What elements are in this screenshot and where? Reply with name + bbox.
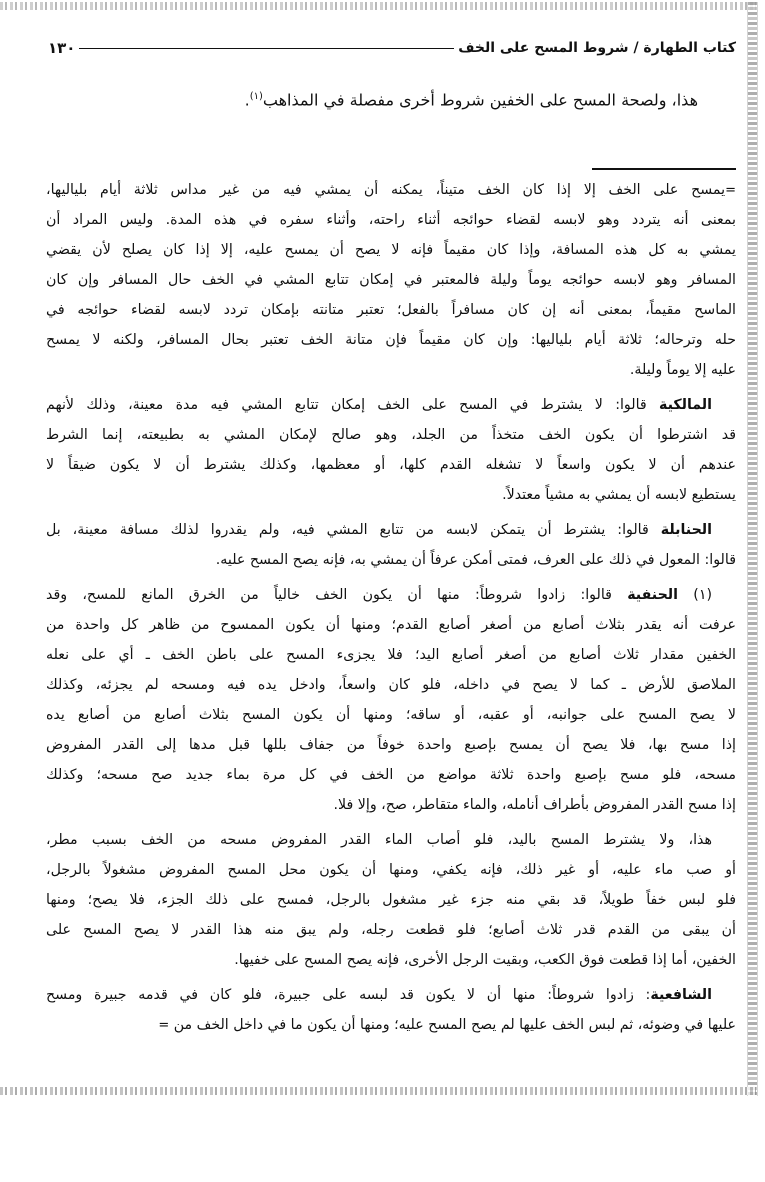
footnote-line (46, 420, 736, 450)
footnote-line-text: عليها في وضوئه، ثم لبس الخف عليها لم يصح المسح عليه؛ ومنها أن يكون ما في داخل الخف من (173, 1017, 736, 1033)
footnote-line-text: قالوا: زادوا شروطاً: منها أن يكون الخف خالياً من الخرق المانع للمسح، وقد (46, 587, 628, 603)
footnote-line (46, 730, 736, 760)
footnote-line-text: عرفت أنه يقدر بثلاث أصابع من أصغر أصابع القدم؛ ومنها أن يكون الممسوح من ظاهر كل واحدة من (46, 617, 736, 633)
footnote-line-text: مسحه، فلو مسح بإصبع واحدة ثلاثة مواضع من الخف في كل مرة بماء جديد صح مسحه؛ وكذلك (46, 767, 736, 783)
decorative-border-bottom (0, 1087, 756, 1095)
madhhab-heading: المالكية (658, 397, 712, 413)
madhhab-heading: الحنابلة (660, 522, 712, 538)
footnote-line (46, 450, 736, 480)
footnote-line-text: الخفين، أما إذا قطعت فوق الكعب، وبقيت الرجل الأخرى، فإنه يصح المسح على خفيها. (234, 952, 736, 968)
decorative-border-right (747, 2, 758, 1096)
footnote-line-text: قالوا: لا يشترط في المسح على الخف إمكان تتابع المشي فيه مدة معينة، وذلك لأنهم (46, 397, 659, 413)
footnote-line-text: فلو لبس خفاً طويلاً، قد بقي منه جزء غير مشغول بالرجل، فمسح على ذلك الجزء، فلا يصح؛ ومنها (46, 892, 736, 908)
footnote-line (46, 515, 736, 545)
main-text (48, 84, 736, 113)
footnote-paragraph (46, 515, 736, 575)
footnote-line-text: الخفين مقدار ثلاث أصابع من أصغر أصابع اليد؛ فلا يجزىء المسح على باطن الخف ـ أي على نعله (46, 647, 736, 663)
footnote-line (46, 580, 736, 610)
footnote-paragraph (46, 825, 736, 975)
footnote-line-text: قالوا: يشترط أن يتمكن لابسه من تتابع المشي فيه، ولم يقدروا لذلك مسافة معينة، بل (46, 522, 661, 538)
footnote-line (46, 945, 736, 975)
footnote-line (46, 1010, 736, 1040)
footnote-line (46, 265, 736, 295)
footnote-line-text: لا يصح المسح على جوانبه، أو عقبه، أو ساقه؛ ومنها أن يكون المسح بثلاث أصابع من أصابع يده (46, 707, 736, 723)
decorative-border-top (0, 2, 756, 10)
footnote-line-text: أو صب ماء عليه، أو غير ذلك، فإنه يكفي، ومنها أن يكون محل المسح المفروض مشغولاً بالرجل، (46, 862, 736, 878)
footnote-line (46, 760, 736, 790)
footnote-line-text: يستطيع لابسه أن يمشي به مشياً معتدلاً. (502, 487, 736, 503)
footnote-line (46, 790, 736, 820)
footnote-line-text: أن يبقى من القدم قدر ثلاث أصابع؛ فلو قطعت رجله، ولم يبق منه هذا القدر لا يصح المسح على (46, 922, 736, 938)
footnote-line-text: يمشي به كل هذه المسافة، وإذا كان مقيماً فإنه لا يصح أن يمسح عليه، إلا إذا كان يصلح لأن يقضي (46, 242, 736, 258)
footnote-line (46, 885, 736, 915)
madhhab-heading: الحنفية (627, 587, 679, 603)
footnotes (46, 175, 736, 1045)
footnote-line (46, 235, 736, 265)
footnote-line (46, 295, 736, 325)
footnote-line-text: إذا مسح القدر المفروض بأطراف أنامله، والماء متقاطر، صح، وإلا فلا. (333, 797, 736, 813)
main-paragraph: هذا، ولصحة المسح على الخفين شروط أخرى مفصلة في المذاهب (262, 90, 698, 110)
footnote-line (46, 175, 736, 205)
footnote-line-text: قد اشترطوا أن يكون الخف متخذاً من الجلد، وهو صالح لإمكان المشي به بطبيعته، إنما الشرط (46, 427, 736, 443)
footnote-line (46, 480, 736, 510)
footnote-line-text: المسافر وهو لابسه حوائجه يوماً وليلة فالمعتبر في إمكان تتابع المشي في الخف حال المسافر وإن كان (46, 272, 736, 288)
footnote-reference: (١) (249, 91, 263, 102)
footnote-line (46, 915, 736, 945)
footnote-line-text: : زادوا شروطاً: منها أن لا يكون قد لبسه على جبيرة، فلو كان في قدمه جبيرة ومسح (46, 987, 651, 1003)
footnote-line (46, 390, 736, 420)
footnote-paragraph (46, 580, 736, 820)
footnote-line (46, 670, 736, 700)
footnote-line-text: عندهم أن لا يكون واسعاً لا تشغله القدم كلها، أو معظمها، وكذلك يشترط أن لا يكون ضيقاً لا (46, 457, 736, 473)
continuation-mark: = (158, 1018, 170, 1033)
footnote-line-text: حله وترحاله؛ ثلاثة أيام بلياليها: وإن كان مقيماً فإن متانة الخف تعتبر بحال المسافر، ولكنه لا يمسح (46, 332, 736, 348)
footnote-line (46, 205, 736, 235)
footnote-number: (١) (678, 587, 712, 603)
footnote-line-text: الملاصق للأرض ـ كما لا يصح في داخله، فلو كان واسعاً، وادخل يده فيه ومسحه لم يجزئه، وكذلك (46, 677, 736, 693)
footnote-line-text: قالوا: المعول في ذلك على العرف، فمتى أمكن عرفاً أن يمشي به، فإنه يصح المسح عليه. (215, 552, 736, 568)
footnote-line-text: هذا، ولا يشترط المسح باليد، فلو أصاب الماء القدر المفروض مسحه من الخف بسبب مطر، (46, 832, 712, 848)
footnote-line (46, 980, 736, 1010)
footnote-paragraph (46, 175, 736, 385)
main-end: . (244, 90, 250, 110)
footnote-line-text: الماسح مقيماً، بمعنى أنه إن كان مسافراً بالفعل؛ تعتبر متانته بإمكان تردد لابسه لقضاء حوائجه في (46, 302, 736, 318)
footnote-line (46, 700, 736, 730)
footnote-separator (592, 168, 736, 170)
footnote-paragraph (46, 980, 736, 1040)
running-header (48, 36, 736, 60)
madhhab-heading: الشافعية (650, 987, 712, 1003)
footnote-line (46, 640, 736, 670)
header-rule (79, 48, 454, 49)
continuation-mark: = (725, 183, 736, 198)
footnote-line-text: إذا مسح بها، فلا يصح أن يمسح بإصبع واحدة خوفاً من جفاف بللها قبل مدها إلى القدر المفروض (46, 737, 736, 753)
page-number: ١٣٠ (48, 39, 76, 57)
footnote-line-text: يمسح على الخف إلا إذا كان الخف متيناً، يمكنه أن يمشي فيه من غير مداس ثلاثة أيام بلياليها، (46, 182, 726, 198)
running-title: كتاب الطهارة / شروط المسح على الخف (458, 40, 736, 56)
footnote-line (46, 545, 736, 575)
footnote-line-text: بمعنى أنه يتردد وهو لابسه لقضاء حوائجه أثناء راحته، وأثناء سفره في هذه المدة. وليس المراد أن (46, 212, 736, 228)
footnote-line (46, 355, 736, 385)
footnote-line (46, 325, 736, 355)
footnote-line (46, 825, 736, 855)
footnote-paragraph (46, 390, 736, 510)
footnote-line-text: عليه إلا يوماً وليلة. (629, 362, 736, 378)
footnote-line (46, 610, 736, 640)
footnote-line (46, 855, 736, 885)
